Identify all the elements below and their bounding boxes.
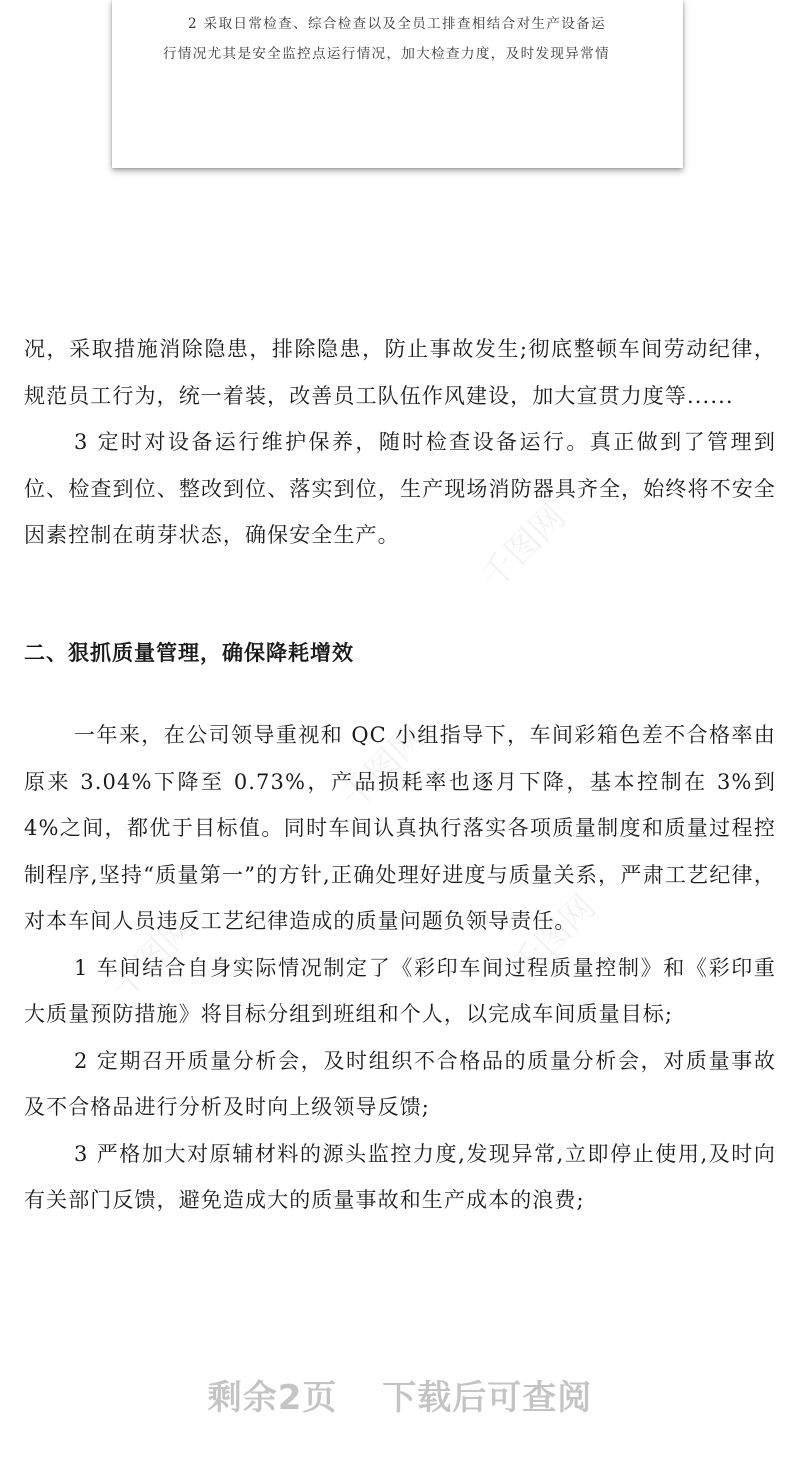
document-body-section2: [24, 712, 776, 1224]
section-heading: 二、狠抓质量管理，确保降耗增效: [24, 641, 354, 665]
download-to-view-label: 下载后可查阅: [382, 1378, 593, 1418]
preview-line-1: 2 采取日常检查、综合检查以及全员工排查相结合对生产设备运: [188, 16, 606, 32]
remaining-pages-label: 剩余2页: [207, 1378, 338, 1418]
watermark: 千图网: [333, 716, 434, 818]
watermark: 千图网: [103, 906, 204, 1008]
paragraph: 1 车间结合自身实际情况制定了《彩印车间过程质量控制》和《彩印重大质量预防措施》将目标分组到班组和个人，以完成车间质量目标;: [24, 955, 776, 1026]
watermark: 千图网: [473, 496, 574, 598]
paragraph: 3 严格加大对原辅材料的源头监控力度,发现异常,立即停止使用,及时向有关部门反馈，避免造成大的质量事故和生产成本的浪费;: [24, 1141, 776, 1212]
document-body-section1: [24, 326, 776, 559]
watermark: 千图网: [503, 886, 604, 988]
paragraph: 况，采取措施消除隐患，排除隐患，防止事故发生;彻底整顿车间劳动纪律，规范员工行为，统一着装，改善员工队伍作风建设，加大宣贯力度等......: [24, 337, 776, 408]
download-prompt[interactable]: [0, 1370, 800, 1419]
page-preview-card: [112, 0, 683, 168]
paragraph: 2 定期召开质量分析会，及时组织不合格品的质量分析会，对质量事故及不合格品进行分析及时向上级领导反馈;: [24, 1048, 776, 1119]
preview-line-2: 行情况尤其是安全监控点运行情况，加大检查力度，及时发现异常情: [163, 46, 610, 62]
paragraph: 3 定时对设备运行维护保养，随时检查设备运行。真正做到了管理到位、检查到位、整改到位、落实到位，生产现场消防器具齐全，始终将不安全因素控制在萌芽状态，确保安全生产。: [24, 430, 776, 547]
paragraph: 一年来，在公司领导重视和 QC 小组指导下，车间彩箱色差不合格率由原来 3.04%下降至 0.73%，产品损耗率也逐月下降，基本控制在 3%到 4%之间，都优于目标值。同时车间认真执行落实各项质量制度和质量过程控制程序,坚持“质量第一”的方针,正确处理好进度与质量关系，严肃工艺纪律，对本车间人员违反工艺纪律造成的质量问题负领导责任。: [24, 723, 776, 933]
